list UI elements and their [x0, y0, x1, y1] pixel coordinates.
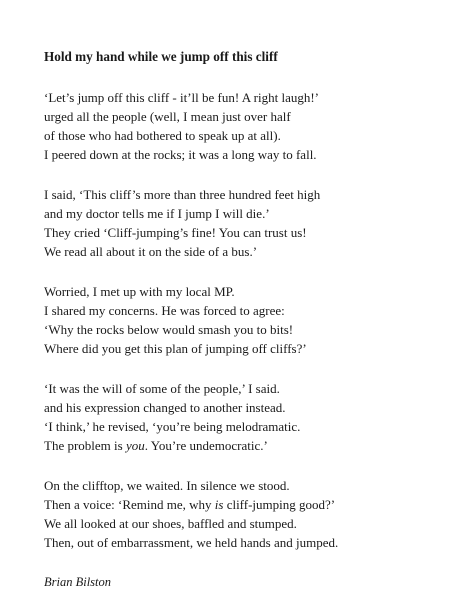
poem-author: Brian Bilston — [44, 575, 112, 589]
poem-body — [44, 88, 444, 552]
poem-line: I said, ‘This cliff’s more than three hundred feet high — [44, 187, 321, 202]
stanza — [44, 185, 444, 261]
emphasized-word: is — [214, 497, 224, 512]
poem-line — [44, 495, 444, 514]
stanza — [44, 476, 444, 552]
stanza — [44, 88, 444, 164]
poem-line: On the clifftop, we waited. In silence we stood. — [44, 478, 290, 493]
poem-line: and my doctor tells me if I jump I will die.’ — [44, 206, 270, 221]
poem-line: Worried, I met up with my local MP. — [44, 284, 235, 299]
poem-line: I shared my concerns. He was forced to agree: — [44, 303, 285, 318]
stanza — [44, 379, 444, 455]
poem-line: Then, out of embarrassment, we held hands and jumped. — [44, 535, 339, 550]
poem-line: They cried ‘Cliff-jumping’s fine! You can trust us! — [44, 225, 307, 240]
poem-line: Where did you get this plan of jumping off cliffs?’ — [44, 341, 307, 356]
poem-line — [44, 436, 444, 455]
poem-line: We all looked at our shoes, baffled and stumped. — [44, 516, 297, 531]
poem-line: ‘Why the rocks below would smash you to bits! — [44, 322, 294, 337]
line-text: . You’re undemocratic.’ — [144, 438, 268, 453]
line-text: The problem is — [44, 438, 126, 453]
poem-line: and his expression changed to another instead. — [44, 400, 286, 415]
emphasized-word: you — [125, 438, 145, 453]
poem-line: I peered down at the rocks; it was a long way to fall. — [44, 147, 317, 162]
poem-line: ‘Let’s jump off this cliff - it’ll be fun! A right laugh!’ — [44, 90, 319, 105]
poem-line: ‘It was the will of some of the people,’ I said. — [44, 381, 280, 396]
poem-line: urged all the people (well, I mean just over half — [44, 109, 291, 124]
poem-line: We read all about it on the side of a bus.’ — [44, 244, 258, 259]
poem-line: ‘I think,’ he revised, ‘you’re being melodramatic. — [44, 419, 301, 434]
line-text: Then a voice: ‘Remind me, why — [44, 497, 215, 512]
poem-line: of those who had bothered to speak up at all). — [44, 128, 281, 143]
stanza — [44, 282, 444, 358]
poem-page — [44, 48, 444, 591]
line-text: cliff-jumping good?’ — [223, 497, 336, 512]
poem-title: Hold my hand while we jump off this cliff — [44, 49, 278, 64]
